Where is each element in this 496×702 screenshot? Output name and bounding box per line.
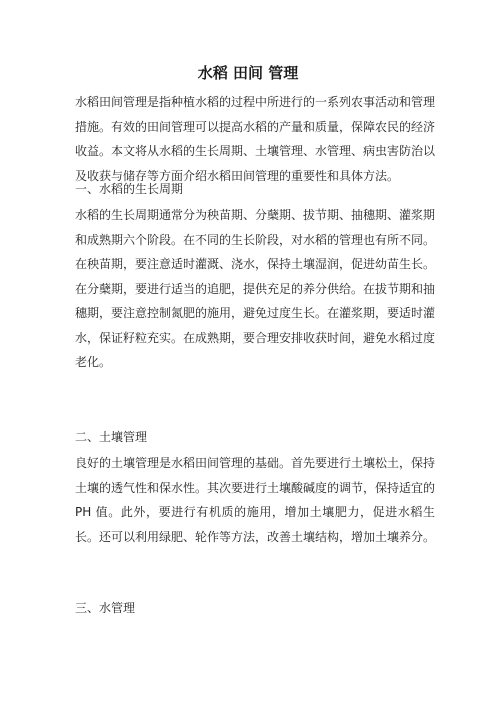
section-heading-water-management: 三、水管理 xyxy=(75,601,136,615)
section-heading-soil-management: 二、土壤管理 xyxy=(75,430,148,444)
document-title: 水稻 田间 管理 xyxy=(197,64,299,82)
intro-paragraph: 水稻田间管理是指种植水稻的过程中所进行的一系列农事活动和管理措施。有效的田间管理可以提高水稻的产量和质量，保障农民的经济收益。本文将从水稻的生长周期、土壤管理、水管理、病虫害防治以及收获与储存等方面介绍水稻田间管理的重要性和具体方法。 xyxy=(75,95,436,183)
section-body-growth-cycle: 水稻的生长周期通常分为秧苗期、分蘖期、拔节期、抽穗期、灌浆期和成熟期六个阶段。在不同的生长阶段，对水稻的管理也有所不同。在秧苗期，要注意适时灌溉、浇水，保持土壤湿润，促进幼苗生长。在分蘖期，要进行适当的追肥，提供充足的养分供给。在拔节期和抽穗期，要注意控制氮肥的施用，避免过度生长。在灌浆期，要适时灌水，保证籽粒充实。在成熟期，要合理安排收获时间，避免水稻过度老化。 xyxy=(75,208,436,369)
section-body-soil-management: 良好的土壤管理是水稻田间管理的基础。首先要进行土壤松土，保持土壤的透气性和保水性。其次要进行土壤酸碱度的调节，保持适宜的 PH 值。此外，要进行有机质的施用，增加土壤肥力，促进水稻生长。还可以利用绿肥、轮作等方法，改善土壤结构，增加土壤养分。 xyxy=(75,456,436,544)
section-heading-growth-cycle: 一、水稻的生长周期 xyxy=(75,182,184,196)
